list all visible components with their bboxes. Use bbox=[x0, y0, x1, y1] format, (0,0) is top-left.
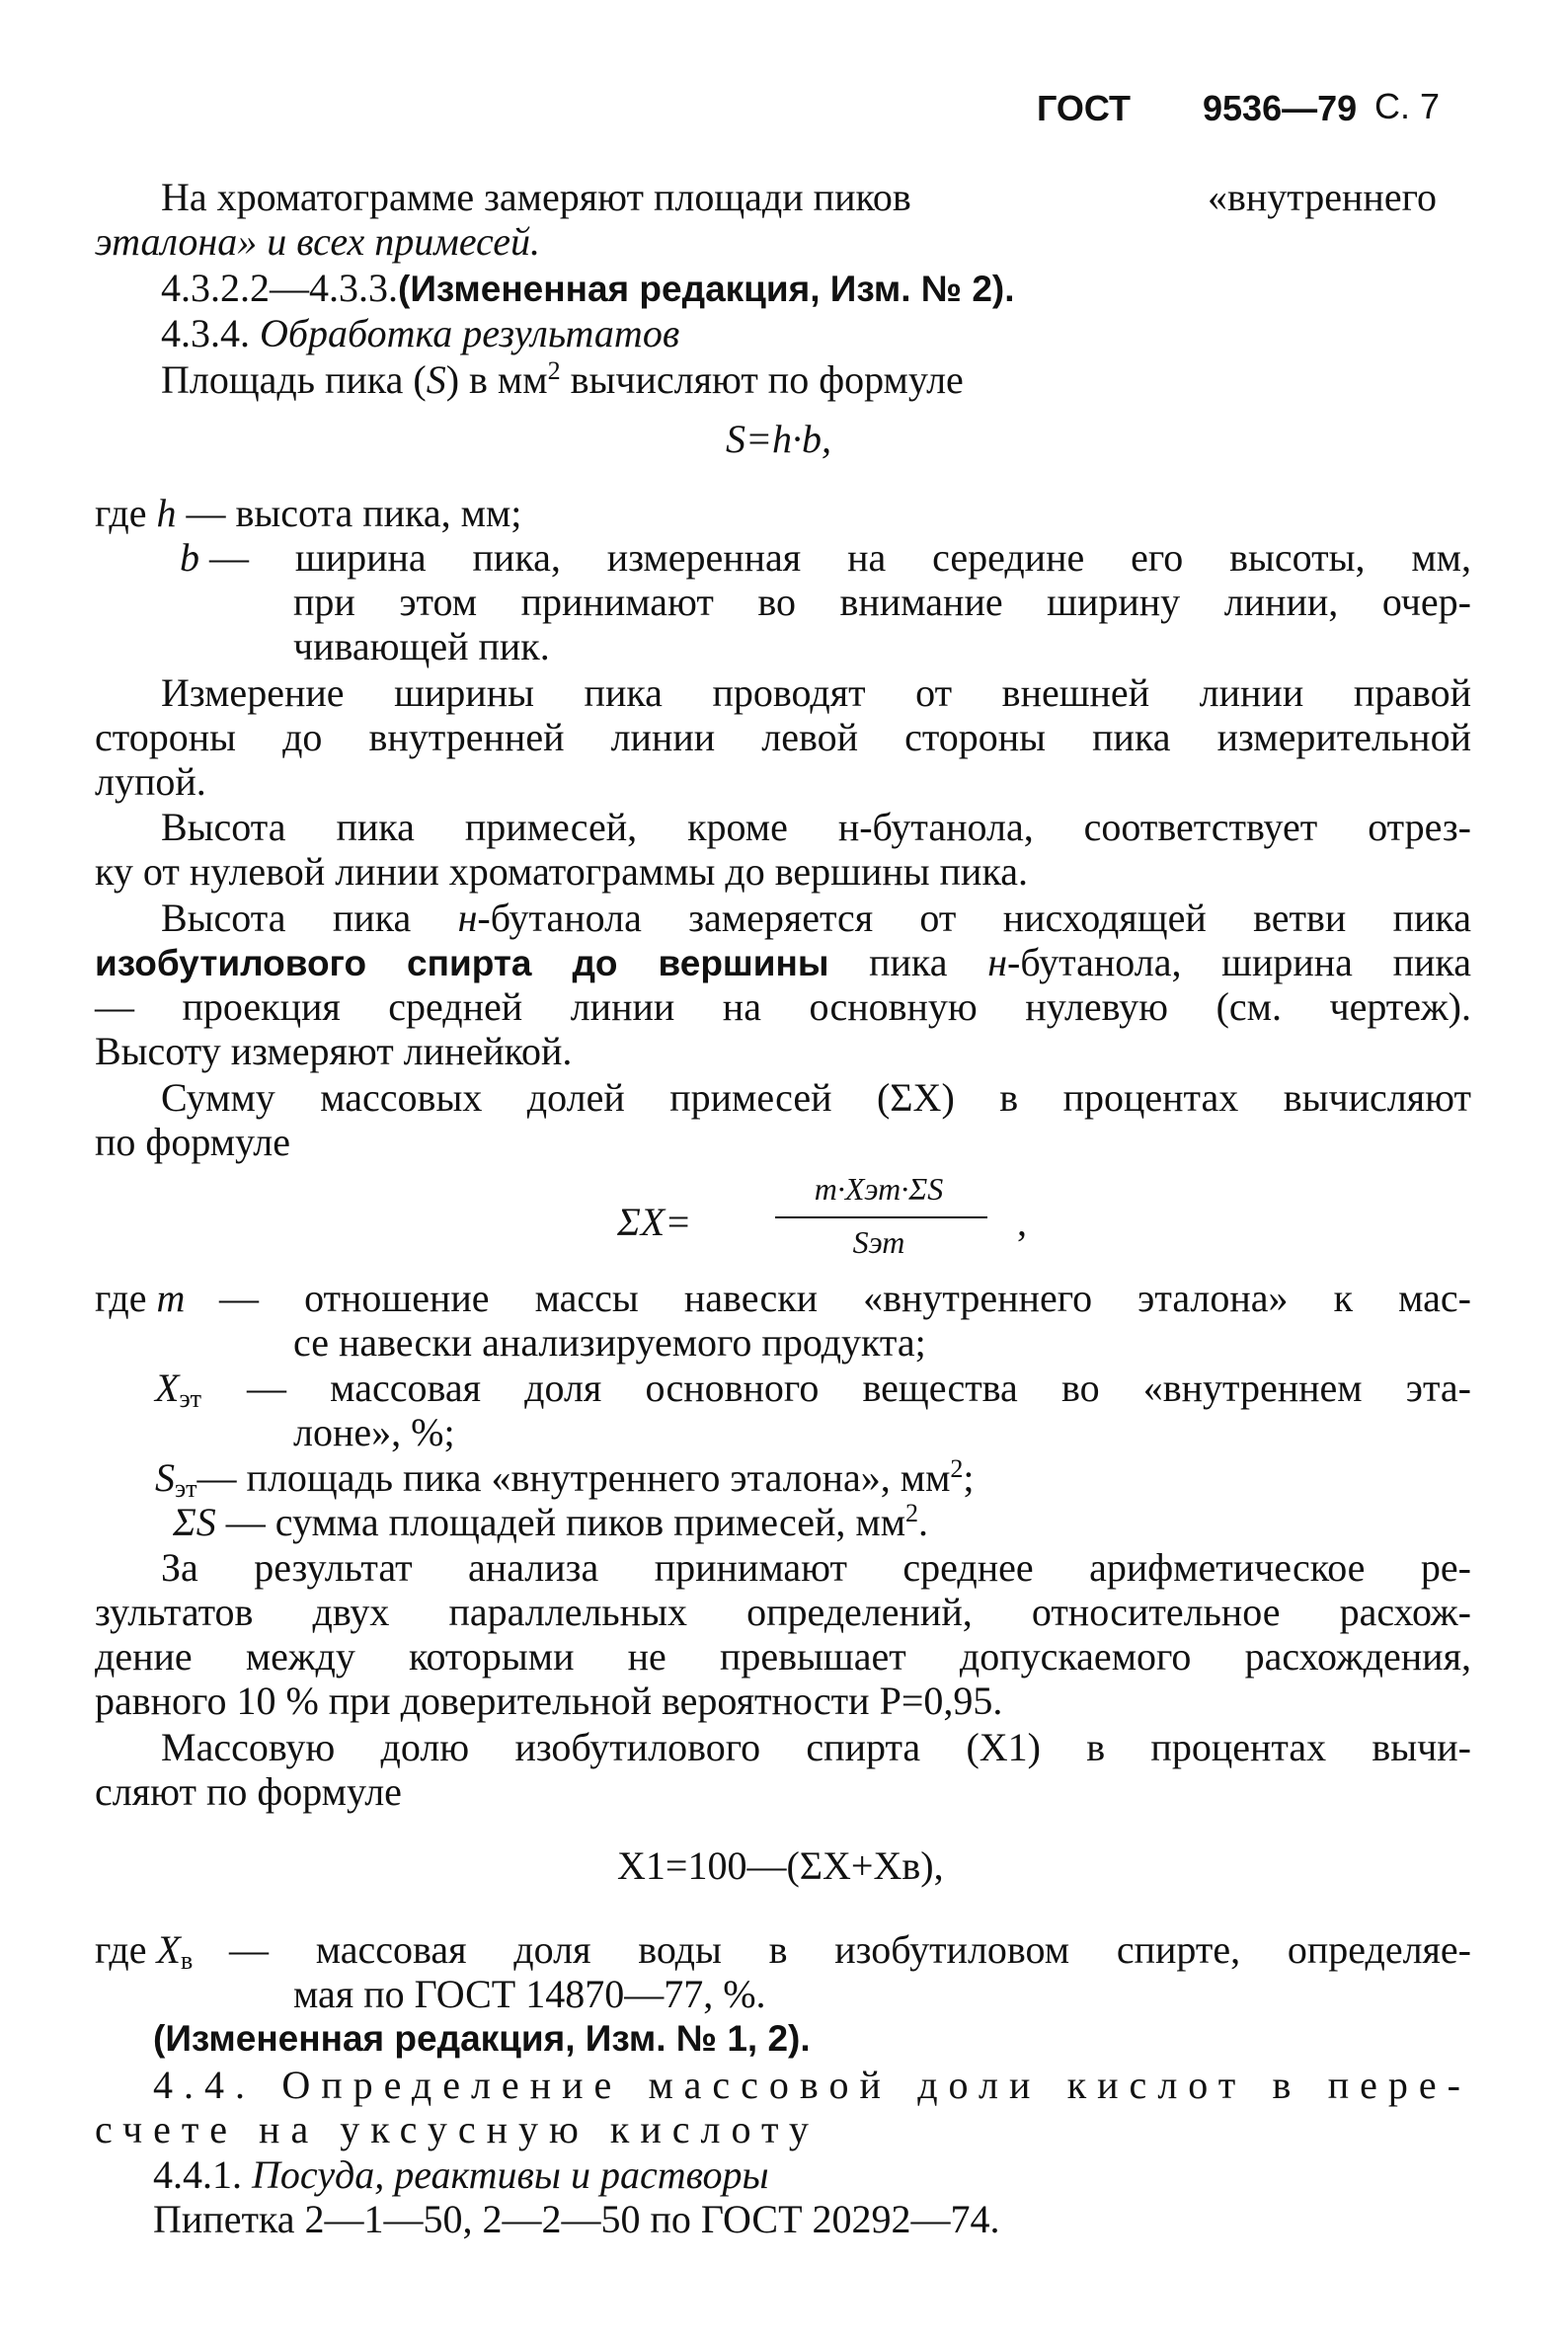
section-ref-number: 4.3.2.2—4.3.3. bbox=[161, 266, 398, 310]
paragraph-line: равного 10 % при доверительной вероятности P=0,95. bbox=[95, 1679, 1003, 1723]
header-standard: ГОСТ bbox=[1037, 88, 1132, 128]
formula-numerator: m·Xэт·ΣS bbox=[814, 1171, 944, 1207]
paragraph-line: дение между которыми не превышает допускаемого расхождения, bbox=[95, 1634, 1471, 1679]
section-heading: 4.4. Определение массовой доли кислот в пере- bbox=[153, 2063, 1471, 2107]
paragraph-line: Массовую долю изобутилового спирта (X1) в процентах вычи- bbox=[161, 1725, 1471, 1769]
definition-b-var: b bbox=[180, 535, 199, 580]
definition-m-line: се навески анализируемого продукта; bbox=[293, 1320, 926, 1365]
paragraph-line: стороны до внутренней линии левой стороны пика измерительной bbox=[95, 715, 1471, 759]
header-number: 9536—79 bbox=[1203, 88, 1358, 128]
paragraph-line: — проекция средней линии на основную нулевую (см. чертеж). bbox=[95, 984, 1471, 1029]
definition-b-line: чивающей пик. bbox=[293, 624, 550, 668]
definition-m: где m bbox=[95, 1276, 186, 1320]
paragraph-line: Площадь пика (S) в $мм^2$ вычисляют по формуле bbox=[161, 356, 964, 402]
paragraph-line: Высоту измеряют линейкой. bbox=[95, 1029, 573, 1073]
definition-x-line: лоне», %; bbox=[293, 1410, 455, 1454]
formula-area: X1=100—(ΣX+Xв), bbox=[617, 1843, 944, 1888]
section-heading bbox=[161, 311, 680, 355]
revision-note: (Измененная редакция, Изм. № 2). bbox=[398, 269, 1015, 309]
revision-note: (Измененная редакция, Изм. № 1, 2). bbox=[153, 2018, 811, 2059]
section-ref bbox=[161, 266, 1015, 310]
paragraph-line: сляют по формуле bbox=[95, 1769, 402, 1814]
paragraph-line: зультатов двух параллельных определений, относительное расхож- bbox=[95, 1590, 1471, 1634]
paragraph-line: За результат анализа принимают среднее арифметическое ре- bbox=[161, 1545, 1471, 1590]
paragraph-line: Высота пика примесей, кроме н-бутанола, соответствует отрез- bbox=[161, 805, 1471, 849]
paragraph-line: лупой. bbox=[95, 759, 206, 804]
paragraph-line: Высота пика н-бутанола замеряется от нисходящей ветви пика bbox=[161, 896, 1471, 940]
paragraph-line: ку от нулевой линии хроматограммы до вершины пика. bbox=[95, 849, 1029, 894]
paragraph-line: Измерение ширины пика проводят от внешней линии правой bbox=[161, 670, 1471, 715]
paragraph-line: изобутилового спирта до вершины пика н-бутанола, ширина пика bbox=[95, 940, 1471, 984]
definition-b-line: при этом принимают во внимание ширину линии, очер- bbox=[293, 580, 1471, 624]
definition-s: $S_{эт}—$ площадь пика «внутреннего эталона», $мм^2$; bbox=[155, 1454, 975, 1503]
definition-b-line: — ширина пика, измеренная на середине его высоты, мм, bbox=[209, 535, 1471, 580]
paragraph-line: Сумму массовых долей примесей (ΣX) в процентах вычисляют bbox=[161, 1075, 1471, 1120]
definition-m-line: — отношение массы навески «внутреннего эталона» к мас- bbox=[219, 1276, 1471, 1320]
paragraph-line: Пипетка 2—1—50, 2—2—50 по ГОСТ 20292—74. bbox=[153, 2197, 1000, 2241]
definition-x: $X_{эт}$ bbox=[155, 1366, 201, 1413]
formula-area: S=h·b, bbox=[726, 417, 831, 461]
subsection-heading: 4.4.1. Посуда, реактивы и растворы bbox=[153, 2152, 769, 2197]
section-heading: счете на уксусную кислоту bbox=[95, 2107, 820, 2151]
paragraph-line: «внутреннего bbox=[1208, 175, 1437, 219]
definition-xv-line: мая по ГОСТ 14870—77, %. bbox=[293, 1972, 766, 2016]
paragraph-line: по формуле bbox=[95, 1120, 290, 1164]
definition-sum-s: ΣS — сумма площадей пиков примесей, $мм^2$. bbox=[173, 1499, 929, 1544]
formula-denominator: Sэт bbox=[852, 1224, 905, 1260]
fraction-bar bbox=[775, 1216, 987, 1218]
header-page: С. 7 bbox=[1374, 86, 1441, 126]
definition-xv-line: — массовая доля воды в изобутиловом спирте, определяе- bbox=[229, 1927, 1471, 1972]
definition-x-line: — массовая доля основного вещества во «внутреннем эта- bbox=[247, 1366, 1471, 1410]
formula-tail: , bbox=[1017, 1200, 1027, 1244]
paragraph-line: На хроматограмме замеряют площади пиков bbox=[161, 175, 911, 219]
formula-lhs: ΣX= bbox=[617, 1200, 692, 1244]
paragraph-line: эталона» и всех примесей. bbox=[95, 219, 541, 264]
definition-xv: где $X_в$ bbox=[95, 1927, 194, 1975]
definition-h: где h — высота пика, мм; bbox=[95, 491, 522, 535]
section-title: Обработка результатов bbox=[260, 311, 680, 355]
section-number: 4.3.4. bbox=[161, 311, 250, 355]
